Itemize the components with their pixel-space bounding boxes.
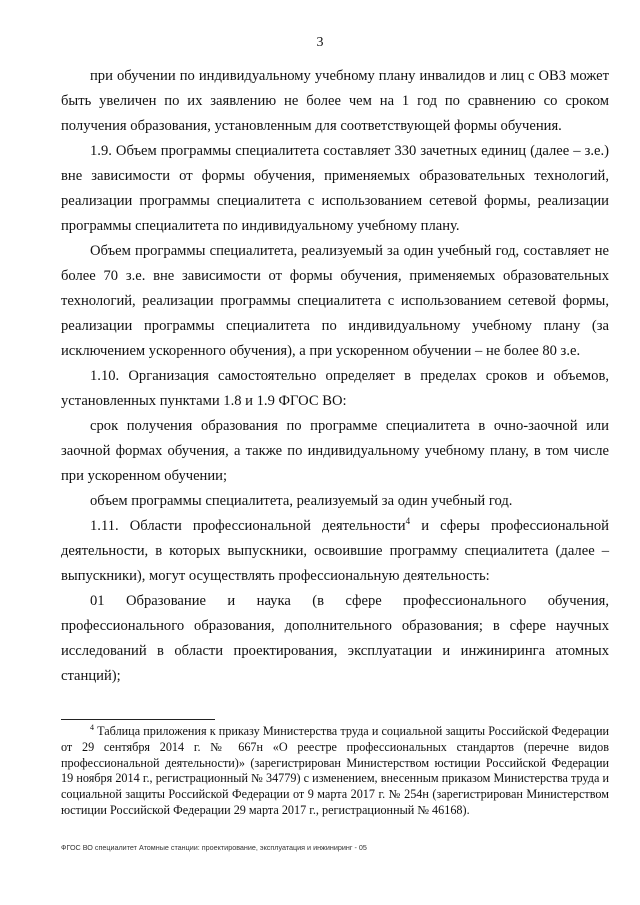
paragraph-continuation: при обучении по индивидуальному учебному плану инвалидов и лиц с ОВЗ может быть увеличен по их заявлению не более чем на 1 год по сравнению со сроком получения образования, установленным для соответствующей формы обучения. [61,68,609,134]
paragraph-program-volume: объем программы специалитета, реализуемый за один учебный год. [90,493,513,509]
document-body [61,64,609,689]
footnote-divider [61,719,215,720]
paragraph-study-period: срок получения образования по программе специалитета в очно-заочной или заочной формах обучения, а также по индивидуальному учебному плану, в том числе при ускоренном обучении; [61,418,609,484]
footnote-reference[interactable]: 4 [405,516,411,526]
footnote-mark: 4 [90,723,94,732]
document-footer: ФГОС ВО специалитет Атомные станции: проектирование, эксплуатация и инжиниринг - 05 [61,843,367,852]
paragraph-1-9: 1.9. Объем программы специалитета составляет 330 зачетных единиц (далее – з.е.) вне зависимости от формы обучения, применяемых образовательных технологий, реализации программы специалитета с использованием сетевой формы, реализации программы специалитета по индивидуальному учебному плану. [61,143,609,234]
paragraph-annual-volume: Объем программы специалитета, реализуемый за один учебный год, составляет не более 70 з.е. вне зависимости от формы обучения, применяемых образовательных технологий, реализации программы специалитета с использованием сетевой формы, реализации программы специалитета по индивидуальному учебному плану (за исключением ускоренного обучения), а при ускоренном обучении – не более 80 з.е. [61,243,609,359]
page-number: 3 [316,35,324,50]
paragraph-area-01: 01 Образование и наука (в сфере профессионального обучения, профессионального образования, дополнительного образования; в сфере научных исследований в области проектирования, эксплуатации и инжиниринга атомных станций); [61,593,609,684]
paragraph-1-10: 1.10. Организация самостоятельно определяет в пределах сроков и объемов, установленных пунктами 1.8 и 1.9 ФГОС ВО: [61,368,609,409]
footnote-text: Таблица приложения к приказу Министерства труда и социальной защиты Российской Федерации от 29 сентября 2014 г. № 667н «О реестре профессиональных стандартов (перечне видов профессиональной деятельности)» (зарегистрирован Министерством юстиции Российской Федерации 19 ноября 2014 г., регистрационный № 34779) с изменением, внесенным приказом Министерства труда и социальной защиты Российской Федерации от 9 марта 2017 г. № 254н (зарегистрирован Министерством юстиции Российской Федерации 29 марта 2017 г., регистрационный № 46168). [61,724,609,817]
paragraph-1-11 [61,514,609,589]
paragraph-1-11-start: 1.11. Области профессиональной деятельности [90,518,406,534]
paragraph-1-11-end: и сферы профессиональной деятельности, в которых выпускники, освоившие программу специалитета (далее – выпускники), могут осуществлять профессиональную деятельность: [61,518,609,584]
footnote [61,724,609,819]
